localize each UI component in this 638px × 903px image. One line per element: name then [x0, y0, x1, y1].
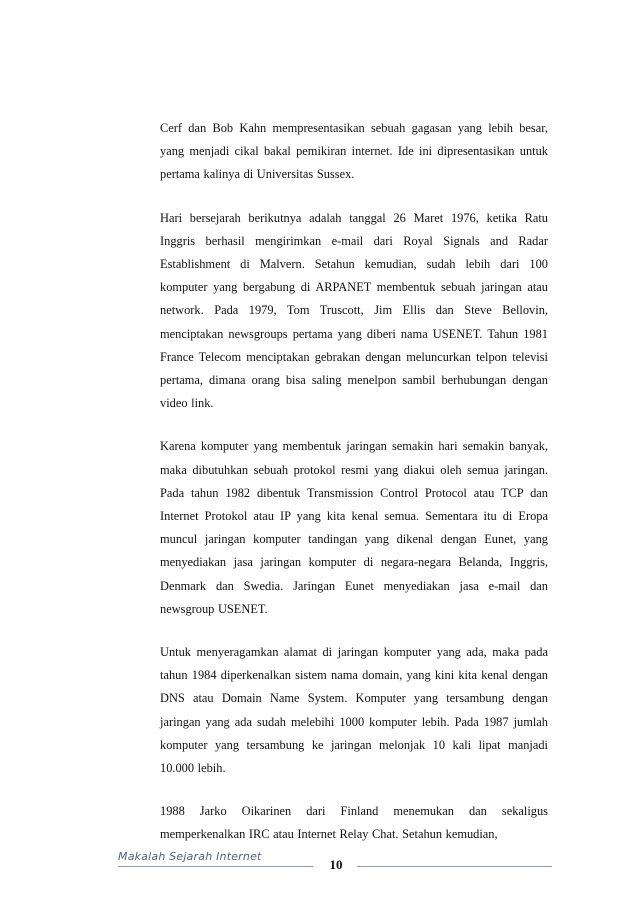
paragraph-5: 1988 Jarko Oikarinen dari Finland menemukan dan sekaligus memperkenalkan IRC atau Internet Relay Chat. Setahun kemudian, [160, 804, 548, 842]
body-text [160, 117, 548, 847]
paragraph-2: Hari bersejarah berikutnya adalah tanggal 26 Maret 1976, ketika Ratu Inggris berhasil mengirimkan e-mail dari Royal Signals and Radar Establishment di Malvern. Setahun kemudian, sudah lebih dari 100 komputer yang bergabung di ARPANET membentuk sebuah jaringan atau network. Pada 1979, Tom Truscott, Jim Ellis dan Steve Bellovin, menciptakan newsgroups pertama yang diberi nama USENET. Tahun 1981 France Telecom menciptakan gebrakan dengan meluncurkan telpon televisi pertama, dimana orang bisa saling menelpon sambil berhubungan dengan video link. [160, 210, 548, 411]
footer-rule-left [118, 866, 313, 867]
page-number: 10 [329, 857, 343, 872]
paragraph-4: Untuk menyeragamkan alamat di jaringan komputer yang ada, maka pada tahun 1984 diperkenalkan sistem nama domain, yang kini kita kenal dengan DNS atau Domain Name System. Komputer yang tersambung dengan jaringan yang ada sudah melebihi 1000 komputer lebih. Pada 1987 jumlah komputer yang tersambung ke jaringan melonjak 10 kali lipat manjadi 10.000 lebih. [160, 645, 548, 776]
footer-rule-right [357, 866, 552, 867]
footer-title: Makalah Sejarah Internet [118, 850, 262, 863]
paragraph-1: Cerf dan Bob Kahn mempresentasikan sebuah gagasan yang lebih besar, yang menjadi cikal bakal pemikiran internet. Ide ini dipresentasikan untuk pertama kalinya di Universitas Sussex. [160, 121, 548, 182]
paragraph-3: Karena komputer yang membentuk jaringan semakin hari semakin banyak, maka dibutuhkan sebuah protokol resmi yang diakui oleh semua jaringan. Pada tahun 1982 dibentuk Transmission Control Protocol atau TCP dan Internet Protokol atau IP yang kita kenal semua. Sementara itu di Eropa muncul jaringan komputer tandingan yang dikenal dengan Eunet, yang menyediakan jasa jaringan komputer di negara-negara Belanda, Inggris, Denmark dan Swedia. Jaringan Eunet menyediakan jasa e-mail dan newsgroup USENET. [160, 439, 548, 616]
